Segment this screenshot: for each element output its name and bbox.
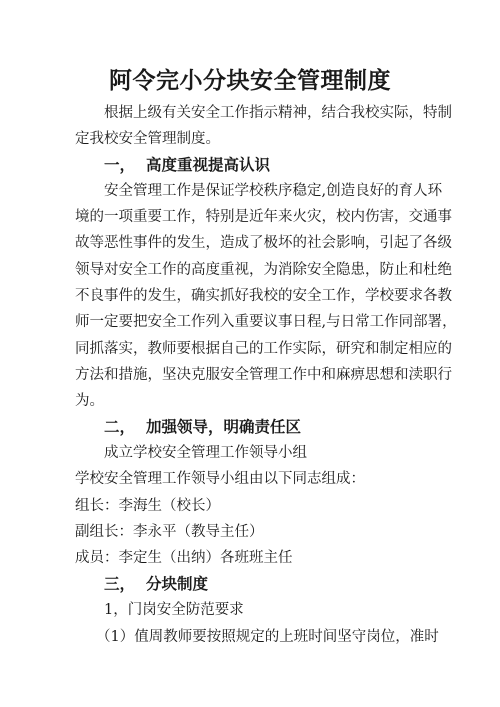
section-2-line-1: 成立学校安全管理工作领导小组 — [104, 445, 307, 461]
section-1-line-7: 同抓落实，教师要根据自己的工作实际，研究和制定相应的 — [75, 341, 452, 357]
section-1-line-2: 境的一项重要工作，特别是近年来火灾，校内伤害，交通事 — [75, 209, 452, 225]
section-2-line-2: 学校安全管理工作领导小组由以下同志组成： — [75, 471, 365, 487]
section-2-heading — [104, 417, 301, 437]
section-1-line-4: 领导对安全工作的高度重视，为消除安全隐患，防止和杜绝 — [75, 262, 452, 278]
intro-line-2: 定我校安全管理制度。 — [75, 131, 220, 147]
section-1-line-8: 方法和措施，坚决克服安全管理工作中和麻痹思想和渎职行 — [75, 367, 452, 383]
intro-line-1: 根据上级有关安全工作指示精神，结合我校实际，特制 — [104, 105, 452, 121]
section-3-number: 三， — [104, 575, 136, 593]
section-2-title: 加强领导，明确责任区 — [146, 418, 302, 436]
section-1-line-9: 为。 — [75, 393, 104, 409]
section-1-heading — [104, 155, 270, 175]
section-1-title: 高度重视提高认识 — [146, 156, 271, 174]
section-1-number: 一， — [104, 156, 136, 174]
document-title: 阿令完小分块安全管理制度 — [109, 68, 391, 94]
section-3-line-2: （1）值周教师要按照规定的上班时间坚守岗位，准时 — [96, 629, 439, 645]
section-1-line-1: 安全管理工作是保证学校秩序稳定,创造良好的育人环 — [104, 183, 443, 199]
section-2-number: 二， — [104, 418, 136, 436]
section-3-line-1: 1，门岗安全防范要求 — [104, 602, 244, 618]
section-1-line-6: 师一定要把安全工作列入重要议事日程,与日常工作同部署， — [75, 314, 457, 330]
section-2-line-4: 副组长：李永平（教导主任） — [75, 524, 264, 540]
section-2-line-3: 组长：李海生（校长） — [75, 498, 220, 514]
section-1-line-3: 故等恶性事件的发生，造成了极坏的社会影响，引起了各级 — [75, 235, 452, 251]
section-3-heading — [104, 574, 208, 594]
section-3-title: 分块制度 — [146, 575, 209, 593]
section-2-line-5: 成员：李定生（出纳）各班班主任 — [75, 550, 293, 566]
section-1-line-5: 不良事件的发生，确实抓好我校的安全工作，学校要求各教 — [75, 288, 452, 304]
